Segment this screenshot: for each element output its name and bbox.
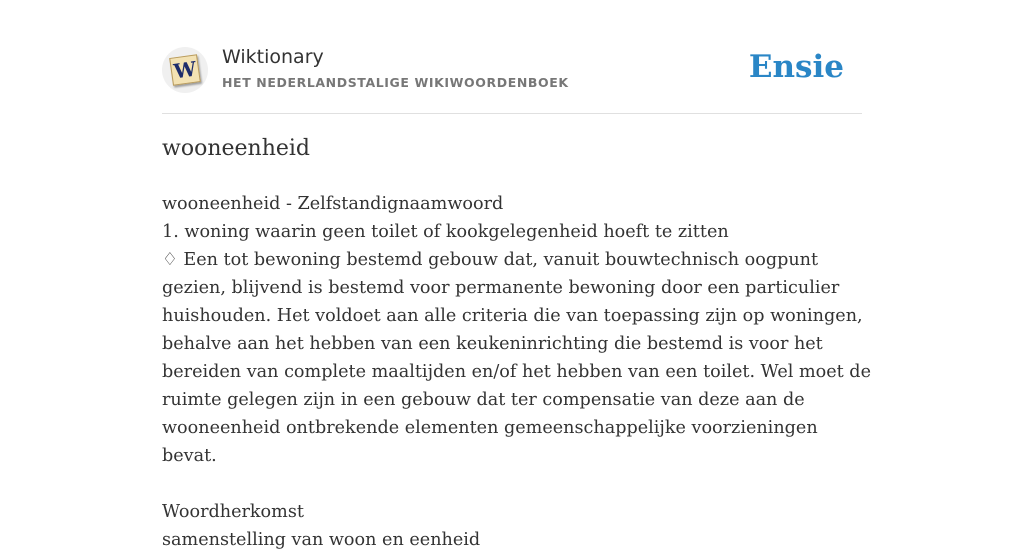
entry-sense: 1. woning waarin geen toilet of kookgelegenheid hoeft te zitten: [162, 222, 729, 242]
entry-heading: wooneenheid - Zelfstandignaamwoord: [162, 194, 504, 214]
entry-content: [162, 190, 877, 554]
site-subtitle: HET NEDERLANDSTALIGE WIKIWOORDENBOEK: [222, 75, 569, 90]
entry-definition: ♢ Een tot bewoning bestemd gebouw dat, vanuit bouwtechnisch oogpunt gezien, blijvend is bestemd voor permanente bewoning door een particulier huishouden. Het voldoet aan alle criteria die van toepassing zijn op woningen, behalve aan het hebben van een keukeninrichting die bestemd is voor het bereiden van complete maaltijden en/of het hebben van een toilet. Wel moet de ruimte gelegen zijn in een gebouw dat ter compensatie van deze aan de wooneenheid ontbrekende elementen gemeenschappelijke voorzieningen bevat.: [162, 250, 877, 466]
site-name[interactable]: Wiktionary: [222, 46, 324, 68]
content-spacer: [162, 470, 872, 498]
etymology-heading: Woordherkomst: [162, 502, 304, 522]
page-title: wooneenheid: [162, 136, 311, 161]
ensie-logo[interactable]: Ensie: [748, 49, 844, 85]
logo-letter: W: [172, 56, 198, 84]
site-header: [162, 44, 862, 96]
logo-tile-icon: [169, 54, 201, 86]
header-divider: [162, 113, 862, 114]
etymology-text: samenstelling van woon en eenheid: [162, 530, 481, 550]
wiktionary-logo[interactable]: [162, 47, 208, 93]
